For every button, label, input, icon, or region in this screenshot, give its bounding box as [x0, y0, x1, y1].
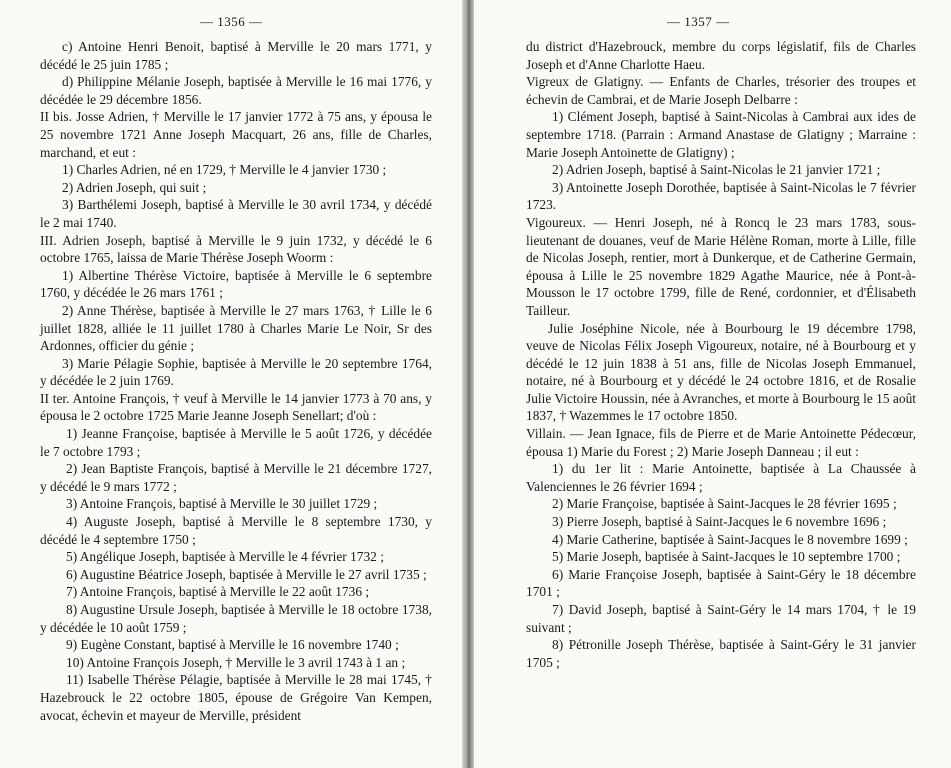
- entry-paragraph: 11) Isabelle Thérèse Pélagie, baptisée à Merville le 28 mai 1745, † Hazebrouck le 22 octobre 1805, épouse de Grégoire Van Kempen, avocat, échevin et mayeur de Merville, président: [40, 672, 432, 723]
- entry-paragraph: 2) Adrien Joseph, baptisé à Saint-Nicolas le 21 janvier 1721 ;: [552, 162, 881, 178]
- entry-paragraph: 4) Auguste Joseph, baptisé à Merville le 8 septembre 1730, y décédé le 4 septembre 1750 ;: [40, 514, 432, 547]
- entry-paragraph: 6) Marie Françoise Joseph, baptisée à Saint-Géry le 18 décembre 1701 ;: [526, 566, 916, 600]
- entry-paragraph: 3) Marie Pélagie Sophie, baptisée à Merville le 20 septembre 1764, y décédée le 2 juin 1769.: [40, 355, 432, 389]
- page-text: [40, 38, 432, 724]
- entry-paragraph: 5) Marie Joseph, baptisée à Saint-Jacques le 10 septembre 1700 ;: [552, 549, 901, 565]
- entry-paragraph: II bis. Josse Adrien, † Merville le 17 janvier 1772 à 75 ans, y épousa le 25 novembre 1721 Anne Joseph Macquart, 26 ans, fille de Charles, marchand, et eut :: [40, 109, 432, 160]
- family-heading: Vigoureux. — Henri Joseph, né à Roncq le 23 mars 1783, sous-lieutenant de douanes, veuf de Marie Hélène Roman, morte à Lille, fille de Nicolas Joseph, rentier, mort à Dunkerque, et de Catherine Germain, épousa à Lille le 25 novembre 1829 Agathe Maurice, née à Pont-à-Mousson le 17 octobre 1799, fille de René, cordonnier, et d'Élisabeth Tailleur.: [526, 214, 916, 318]
- entry-paragraph: du district d'Hazebrouck, membre du corps législatif, fils de Charles Joseph et d'Anne Charlotte Haeu.: [526, 39, 916, 72]
- left-page: [0, 0, 470, 768]
- entry-paragraph: 2) Adrien Joseph, qui suit ;: [62, 179, 207, 195]
- entry-paragraph: 4) Marie Catherine, baptisée à Saint-Jacques le 8 novembre 1699 ;: [552, 531, 908, 547]
- entry-paragraph: 7) Antoine François, baptisé à Merville le 22 août 1736 ;: [66, 584, 370, 600]
- entry-paragraph: 1) du 1er lit : Marie Antoinette, baptisée à La Chaussée à Valenciennes le 26 février 1694 ;: [526, 461, 916, 494]
- entry-paragraph: 3) Barthélemi Joseph, baptisé à Merville le 30 avril 1734, y décédé le 2 mai 1740.: [40, 197, 432, 230]
- entry-paragraph: 1) Charles Adrien, né en 1729, † Merville le 4 janvier 1730 ;: [62, 162, 387, 178]
- entry-paragraph: 8) Pétronille Joseph Thérèse, baptisée à Saint-Géry le 31 janvier 1705 ;: [526, 637, 916, 670]
- entry-paragraph: 6) Augustine Béatrice Joseph, baptisée à Merville le 27 avril 1735 ;: [66, 566, 427, 582]
- entry-paragraph: Julie Joséphine Nicole, née à Bourbourg le 19 décembre 1798, veuve de Nicolas Félix Joseph Vigoureux, notaire, né à Bourbourg et y décédé le 12 juin 1838 à 51 ans, fille de Nicolas Joseph Emmanuel, notaire, né à Bourbourg et y décédé le 24 octobre 1816, et de Rosalie Julie Victoire Houssin, née à Avranches, et morte à Bourbourg le 15 août 1837, † Wazemmes le 17 octobre 1850.: [526, 320, 916, 424]
- entry-paragraph: 3) Antoine François, baptisé à Merville le 30 juillet 1729 ;: [66, 496, 378, 512]
- entry-paragraph: 3) Antoinette Joseph Dorothée, baptisée à Saint-Nicolas le 7 février 1723.: [526, 179, 916, 213]
- entry-paragraph: c) Antoine Henri Benoit, baptisé à Merville le 20 mars 1771, y décédé le 25 juin 1785 ;: [40, 39, 432, 72]
- entry-paragraph: 1) Albertine Thérèse Victoire, baptisée à Merville le 6 septembre 1760, y décédée le 26 mars 1761 ;: [40, 267, 432, 301]
- entry-paragraph: 2) Jean Baptiste François, baptisé à Merville le 21 décembre 1727, y décédé le 9 mars 1772 ;: [40, 461, 432, 494]
- family-heading: Vigreux de Glatigny. — Enfants de Charles, trésorier des troupes et échevin de Cambrai, et de Marie Joseph Delbarre :: [526, 74, 916, 107]
- entry-paragraph: 1) Clément Joseph, baptisé à Saint-Nicolas à Cambrai aux ides de septembre 1718. (Parrain : Armand Anastase de Glatigny ; Marraine : Marie Joseph Antoinette de Glatigny) ;: [526, 109, 916, 160]
- family-heading: Villain. — Jean Ignace, fils de Pierre et de Marie Antoinette Pédecœur, épousa 1) Marie du Forest ; 2) Marie Joseph Danneau ; il eut :: [526, 426, 916, 459]
- entry-paragraph: 10) Antoine François Joseph, † Merville le 3 avril 1743 à 1 an ;: [66, 654, 406, 670]
- entry-paragraph: 9) Eugène Constant, baptisé à Merville le 16 novembre 1740 ;: [66, 637, 399, 653]
- entry-paragraph: 2) Anne Thérèse, baptisée à Merville le 27 mars 1763, † Lille le 6 juillet 1828, alliée le 11 juillet 1780 à Charles Marie Le Noir, Sr des Ardonnes, officier du génie ;: [40, 302, 432, 354]
- entry-paragraph: III. Adrien Joseph, baptisé à Merville le 9 juin 1732, y décédé le 6 octobre 1765, laissa de Marie Thérèse Joseph Woorm :: [40, 232, 432, 266]
- entry-paragraph: 3) Pierre Joseph, baptisé à Saint-Jacques le 6 novembre 1696 ;: [552, 514, 887, 530]
- right-page: [470, 0, 951, 768]
- book-gutter: [462, 0, 474, 768]
- entry-paragraph: d) Philippine Mélanie Joseph, baptisée à Merville le 16 mai 1776, y décédée le 29 décembre 1856.: [40, 74, 432, 107]
- entry-paragraph: 1) Jeanne Françoise, baptisée à Merville le 5 août 1726, y décédée le 7 octobre 1793 ;: [40, 426, 432, 459]
- entry-paragraph: 2) Marie Françoise, baptisée à Saint-Jacques le 28 février 1695 ;: [552, 496, 897, 512]
- entry-paragraph: II ter. Antoine François, † veuf à Merville le 14 janvier 1773 à 70 ans, y épousa le 2 octobre 1725 Marie Jeanne Joseph Senellart; d'où :: [40, 390, 432, 424]
- entry-paragraph: 8) Augustine Ursule Joseph, baptisée à Merville le 18 octobre 1738, y décédée le 10 août 1759 ;: [40, 602, 432, 635]
- page-number: — 1357 —: [667, 14, 730, 29]
- entry-paragraph: 5) Angélique Joseph, baptisée à Merville le 4 février 1732 ;: [66, 549, 384, 565]
- page-number: — 1356 —: [200, 14, 263, 29]
- entry-paragraph: 7) David Joseph, baptisé à Saint-Géry le 14 mars 1704, † le 19 suivant ;: [526, 602, 916, 635]
- page-text: [526, 38, 916, 671]
